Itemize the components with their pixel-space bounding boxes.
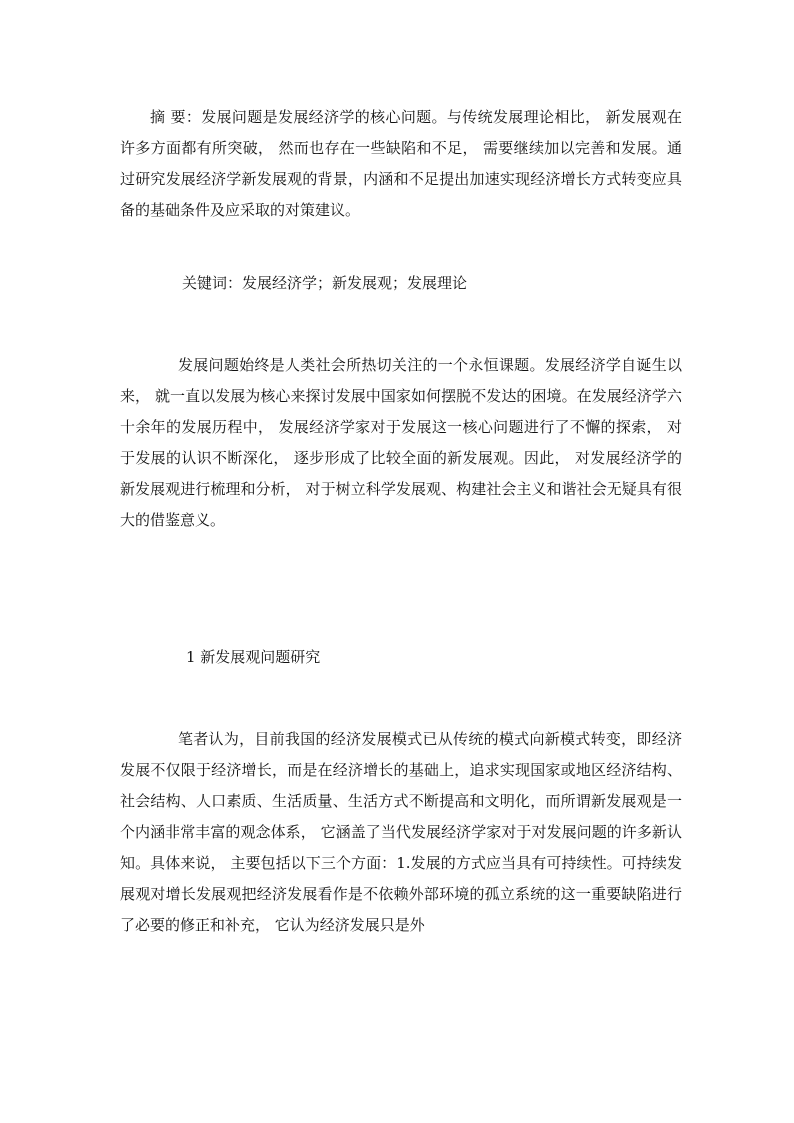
section-1-body: 笔者认为，目前我国的经济发展模式已从传统的模式向新模式转变，即经济发展不仅限于经济增长，而是在经济增长的基础上，追求实现国家或地区经济结构、社会结构、人口素质、生活质量、生活方式不断提高和文明化，而所谓新发展观是一个内涵非常丰富的观念体系， 它涵盖了当代发展经济学家对于对发展问题的许多新认知。具体来说， 主要包括以下三个方面：1.发展的方式应当具有可持续性。可持续发展观对增长发展观把经济发展看作是不依赖外部环境的孤立系统的这一重要缺陷进行了必要的修正和补充， 它认为经济发展只是外 (120, 730, 682, 934)
keywords-line: 关键词：发展经济学；新发展观；发展理论 (182, 274, 468, 292)
abstract-paragraph: 摘 要：发展问题是发展经济学的核心问题。与传统发展理论相比， 新发展观在许多方面都有所突破， 然而也存在一些缺陷和不足， 需要继续加以完善和发展。通过研究发展经济学新发展观的背景，内涵和不足提出加速实现经济增长方式转变应具备的基础条件及应采取的对策建议。 (120, 108, 682, 219)
section-1-heading: 1 新发展观问题研究 (186, 648, 321, 666)
intro-paragraph: 发展问题始终是人类社会所热切关注的一个永恒课题。发展经济学自诞生以来， 就一直以发展为核心来探讨发展中国家如何摆脱不发达的困境。在发展经济学六十余年的发展历程中， 发展经济学家对于发展这一核心问题进行了不懈的探索， 对于发展的认识不断深化， 逐步形成了比较全面的新发展观。因此， 对发展经济学的新发展观进行梳理和分析， 对于树立科学发展观、构建社会主义和谐社会无疑具有很大的借鉴意义。 (120, 356, 682, 529)
